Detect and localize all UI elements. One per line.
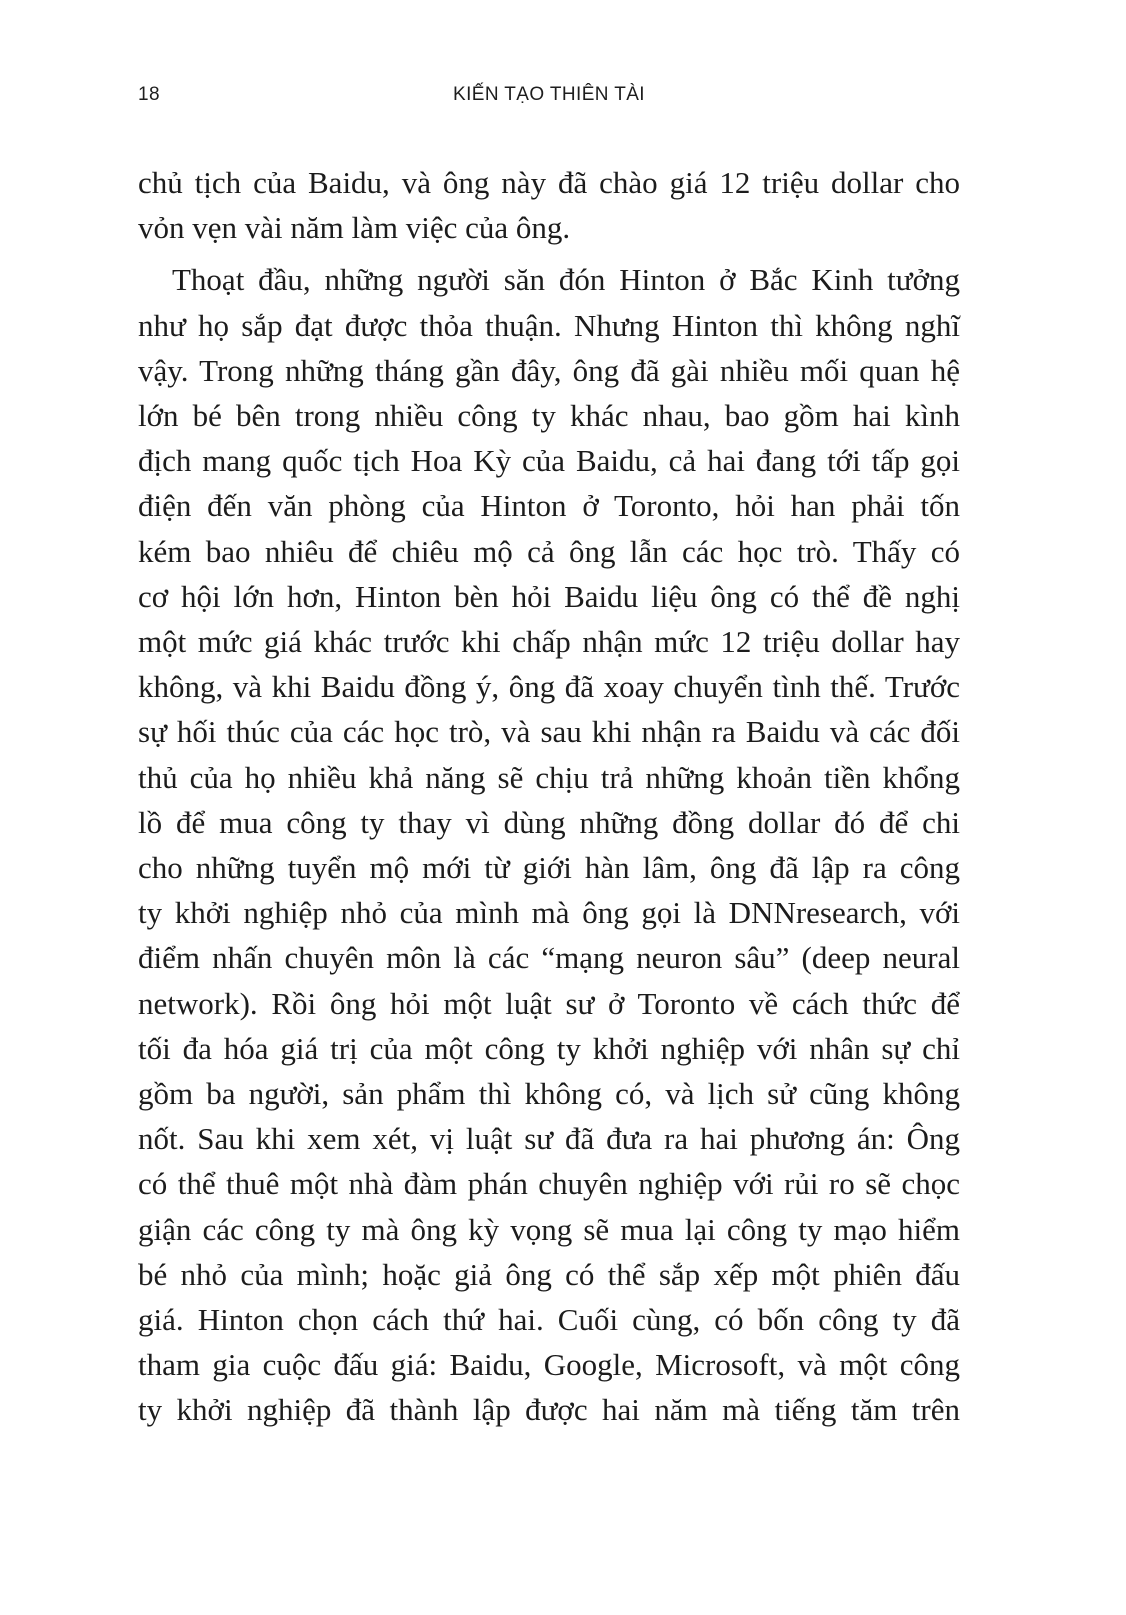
text-line: thủ của họ nhiều khả năng sẽ chịu trả những khoản tiền khổng — [138, 759, 960, 795]
page-number: 18 — [138, 84, 160, 105]
text-line: cho những tuyển mộ mới từ giới hàn lâm, ông đã lập ra công — [138, 850, 960, 886]
text-line: cơ hội lớn hơn, Hinton bèn hỏi Baidu liệu ông có thể đề nghị — [138, 578, 960, 614]
text-line: không, và khi Baidu đồng ý, ông đã xoay chuyển tình thế. Trước — [138, 669, 960, 705]
text-line: địch mang quốc tịch Hoa Kỳ của Baidu, cả hai đang tới tấp gọi — [138, 443, 960, 479]
text-line: vậy. Trong những tháng gần đây, ông đã gài nhiều mối quan hệ — [138, 352, 960, 388]
text-line: như họ sắp đạt được thỏa thuận. Nhưng Hinton thì không nghĩ — [138, 307, 960, 343]
paragraph-2 — [138, 257, 960, 1432]
text-line: tham gia cuộc đấu giá: Baidu, Google, Microsoft, và một công — [138, 1347, 960, 1383]
paragraph-1 — [138, 160, 960, 250]
text-line: giá. Hinton chọn cách thứ hai. Cuối cùng, có bốn công ty đã — [138, 1302, 960, 1338]
text-line: một mức giá khác trước khi chấp nhận mức 12 triệu dollar hay — [138, 624, 960, 660]
text-line: ty khởi nghiệp nhỏ của mình mà ông gọi là DNNresearch, với — [138, 895, 960, 931]
text-line: điện đến văn phòng của Hinton ở Toronto, hỏi han phải tốn — [138, 488, 960, 524]
text-line: gồm ba người, sản phẩm thì không có, và lịch sử cũng không — [138, 1076, 960, 1112]
text-line: lồ để mua công ty thay vì dùng những đồng dollar đó để chi — [138, 804, 960, 840]
text-line: điểm nhấn chuyên môn là các “mạng neuron sâu” (deep neural — [138, 940, 960, 976]
text-line: network). Rồi ông hỏi một luật sư ở Toronto về cách thức để — [138, 985, 960, 1021]
text-line: sự hối thúc của các học trò, và sau khi nhận ra Baidu và các đối — [138, 714, 960, 750]
text-line: bé nhỏ của mình; hoặc giả ông có thể sắp xếp một phiên đấu — [138, 1256, 960, 1292]
text-line: kém bao nhiêu để chiêu mộ cả ông lẫn các học trò. Thấy có — [138, 533, 960, 569]
page-body — [138, 160, 960, 1433]
text-line: vỏn vẹn vài năm làm việc của ông. — [138, 210, 571, 246]
text-line: Thoạt đầu, những người săn đón Hinton ở Bắc Kinh tưởng — [172, 262, 960, 298]
page-header — [138, 78, 960, 112]
text-line: tối đa hóa giá trị của một công ty khởi nghiệp với nhân sự chỉ — [138, 1030, 960, 1066]
running-title: KIẾN TẠO THIÊN TÀI — [453, 84, 645, 105]
text-line: nốt. Sau khi xem xét, vị luật sư đã đưa ra hai phương án: Ông — [138, 1121, 960, 1157]
text-line: có thể thuê một nhà đàm phán chuyên nghiệp với rủi ro sẽ chọc — [138, 1166, 960, 1202]
text-line: ty khởi nghiệp đã thành lập được hai năm mà tiếng tăm trên — [138, 1392, 960, 1428]
text-line: giận các công ty mà ông kỳ vọng sẽ mua lại công ty mạo hiểm — [138, 1211, 960, 1247]
text-line: lớn bé bên trong nhiều công ty khác nhau, bao gồm hai kình — [138, 398, 960, 434]
text-line: chủ tịch của Baidu, và ông này đã chào giá 12 triệu dollar cho — [138, 165, 960, 200]
